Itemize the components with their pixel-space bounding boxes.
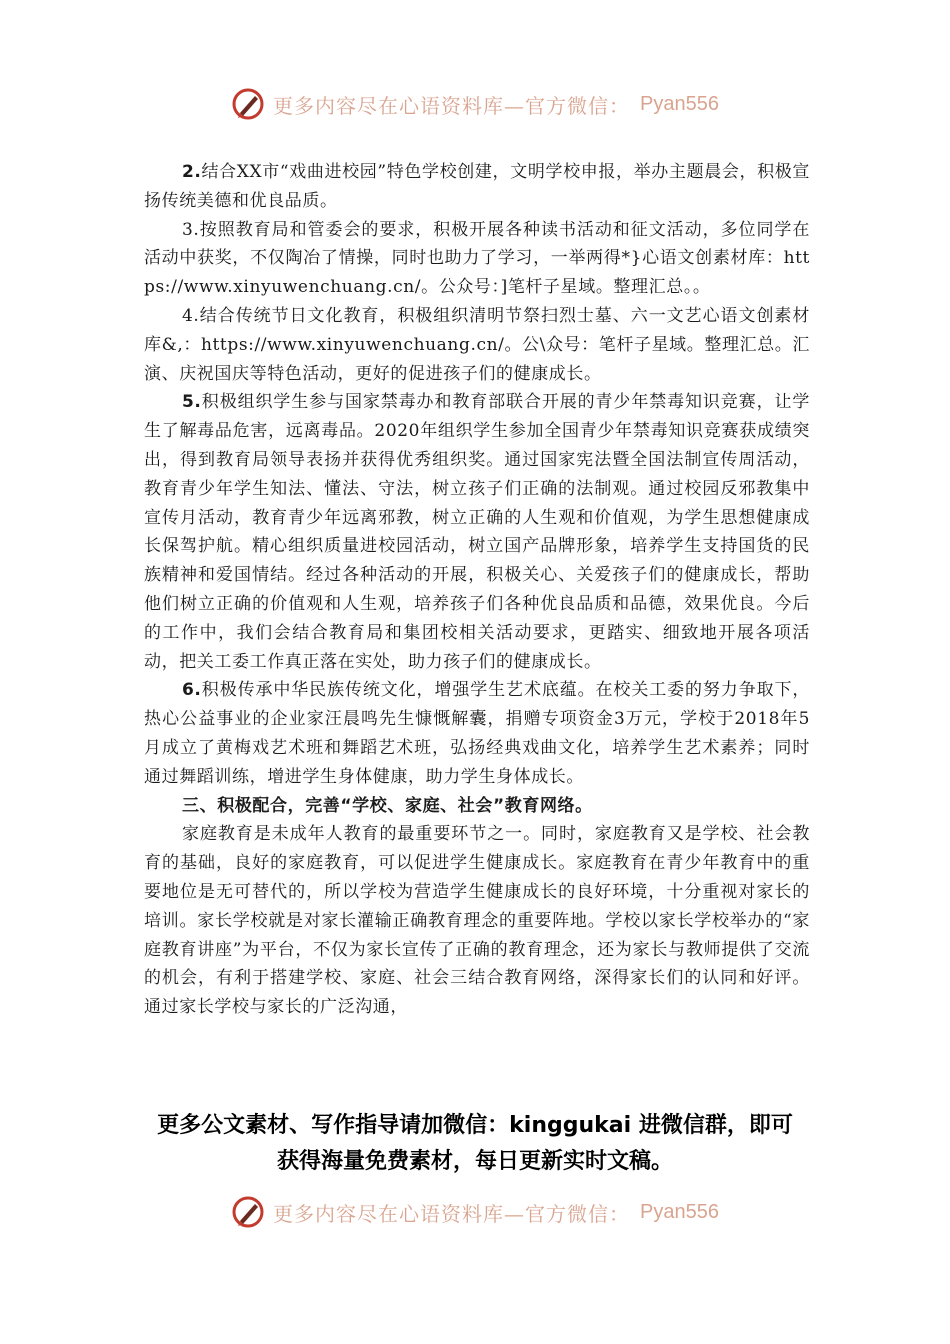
promo-line-1: 更多公文素材、写作指导请加微信：kinggukai 进微信群，即可 (157, 1113, 793, 1138)
banner-text: 更多内容尽在心语资料库—官方微信： (273, 93, 631, 118)
paragraph-3 (144, 216, 810, 302)
item-number: 5. (182, 392, 202, 413)
pen-logo-icon (231, 87, 265, 121)
header-banner (0, 84, 950, 124)
paragraph-text: 结合传统节日文化教育，积极组织清明节祭扫烈士墓、六一文艺心语文创素材库&,：https://www.xinyuwenchuang.cn/。公\众号：笔杆子星域。整理汇总。汇演、庆祝国庆等特色活动，更好的促进孩子们的健康成长。 (144, 305, 810, 384)
promo-block (0, 1108, 950, 1180)
paragraph-text: 积极传承中华民族传统文化，增强学生艺术底蕴。在校关工委的努力争取下，热心公益事业的企业家汪晨鸣先生慷慨解囊，捐赠专项资金3万元，学校于2018年5月成立了黄梅戏艺术班和舞蹈艺术班，弘扬经典戏曲文化，培养学生艺术素养；同时通过舞蹈训练，增进学生身体健康，助力学生身体成长。 (144, 680, 810, 787)
paragraph-text: 积极组织学生参与国家禁毒办和教育部联合开展的青少年禁毒知识竞赛，让学生了解毒品危害，远离毒品。2020年组织学生参加全国青少年禁毒知识竞赛获成绩突出，得到教育局领导表扬并获得优秀组织奖。通过国家宪法暨全国法制宣传周活动，教育青少年学生知法、懂法、守法，树立孩子们正确的法制观。通过校园反邪教集中宣传月活动，教育青少年远离邪教，树立正确的人生观和价值观，为学生思想健康成长保驾护航。精心组织质量进校园活动，树立国产品牌形象，培养学生支持国货的民族精神和爱国情结。经过各种活动的开展，积极关心、关爱孩子们的健康成长，帮助他们树立正确的价值观和人生观，培养孩子们各种优良品质和品德，效果优良。今后的工作中，我们会结合教育局和集团校相关活动要求，更踏实、细致地开展各项活动，把关工委工作真正落在实处，助力孩子们的健康成长。 (144, 392, 810, 672)
item-number: 4. (182, 305, 200, 326)
paragraph-2 (144, 158, 810, 216)
paragraph-text: 按照教育局和管委会的要求，积极开展各种读书活动和征文活动，多位同学在活动中获奖，不仅陶冶了情操，同时也助力了学习，一举两得*}心语文创素材库：https://www.xinyuwenchuang.cn/。公众号：]笔杆子星域。整理汇总。。 (144, 219, 810, 298)
item-number: 3. (182, 219, 200, 240)
closing-paragraph: 家庭教育是未成年人教育的最重要环节之一。同时，家庭教育又是学校、社会教育的基础，良好的家庭教育，可以促进学生健康成长。家庭教育在青少年教育中的重要地位是无可替代的，所以学校为营造学生健康成长的良好环境，十分重视对家长的培训。家长学校就是对家长灌输正确教育理念的重要阵地。学校以家长学校举办的“家庭教育讲座”为平台，不仅为家长宣传了正确的教育理念，还为家长与教师提供了交流的机会，有利于搭建学校、家庭、社会三结合教育网络，深得家长们的认同和好评。通过家长学校与家长的广泛沟通， (144, 824, 810, 1018)
paragraph-4 (144, 302, 810, 388)
paragraph-text: 结合XX市“戏曲进校园”特色学校创建，文明学校申报，举办主题晨会，积极宣扬传统美德和优良品质。 (144, 162, 810, 211)
banner-wechat-id: Pyan556 (640, 92, 719, 115)
banner-text: 更多内容尽在心语资料库—官方微信： (273, 1201, 631, 1226)
document-body (144, 158, 810, 1022)
section-heading: 三、积极配合，完善“学校、家庭、社会”教育网络。 (182, 795, 593, 816)
item-number: 6. (182, 680, 202, 701)
pen-logo-icon (231, 1195, 265, 1229)
banner-wechat-id: Pyan556 (640, 1200, 719, 1223)
promo-line-2: 获得海量免费素材，每日更新实时文稿。 (276, 1149, 673, 1174)
item-number: 2. (182, 162, 202, 182)
paragraph-5 (144, 388, 810, 676)
paragraph-6 (144, 676, 810, 791)
footer-banner (0, 1192, 950, 1232)
